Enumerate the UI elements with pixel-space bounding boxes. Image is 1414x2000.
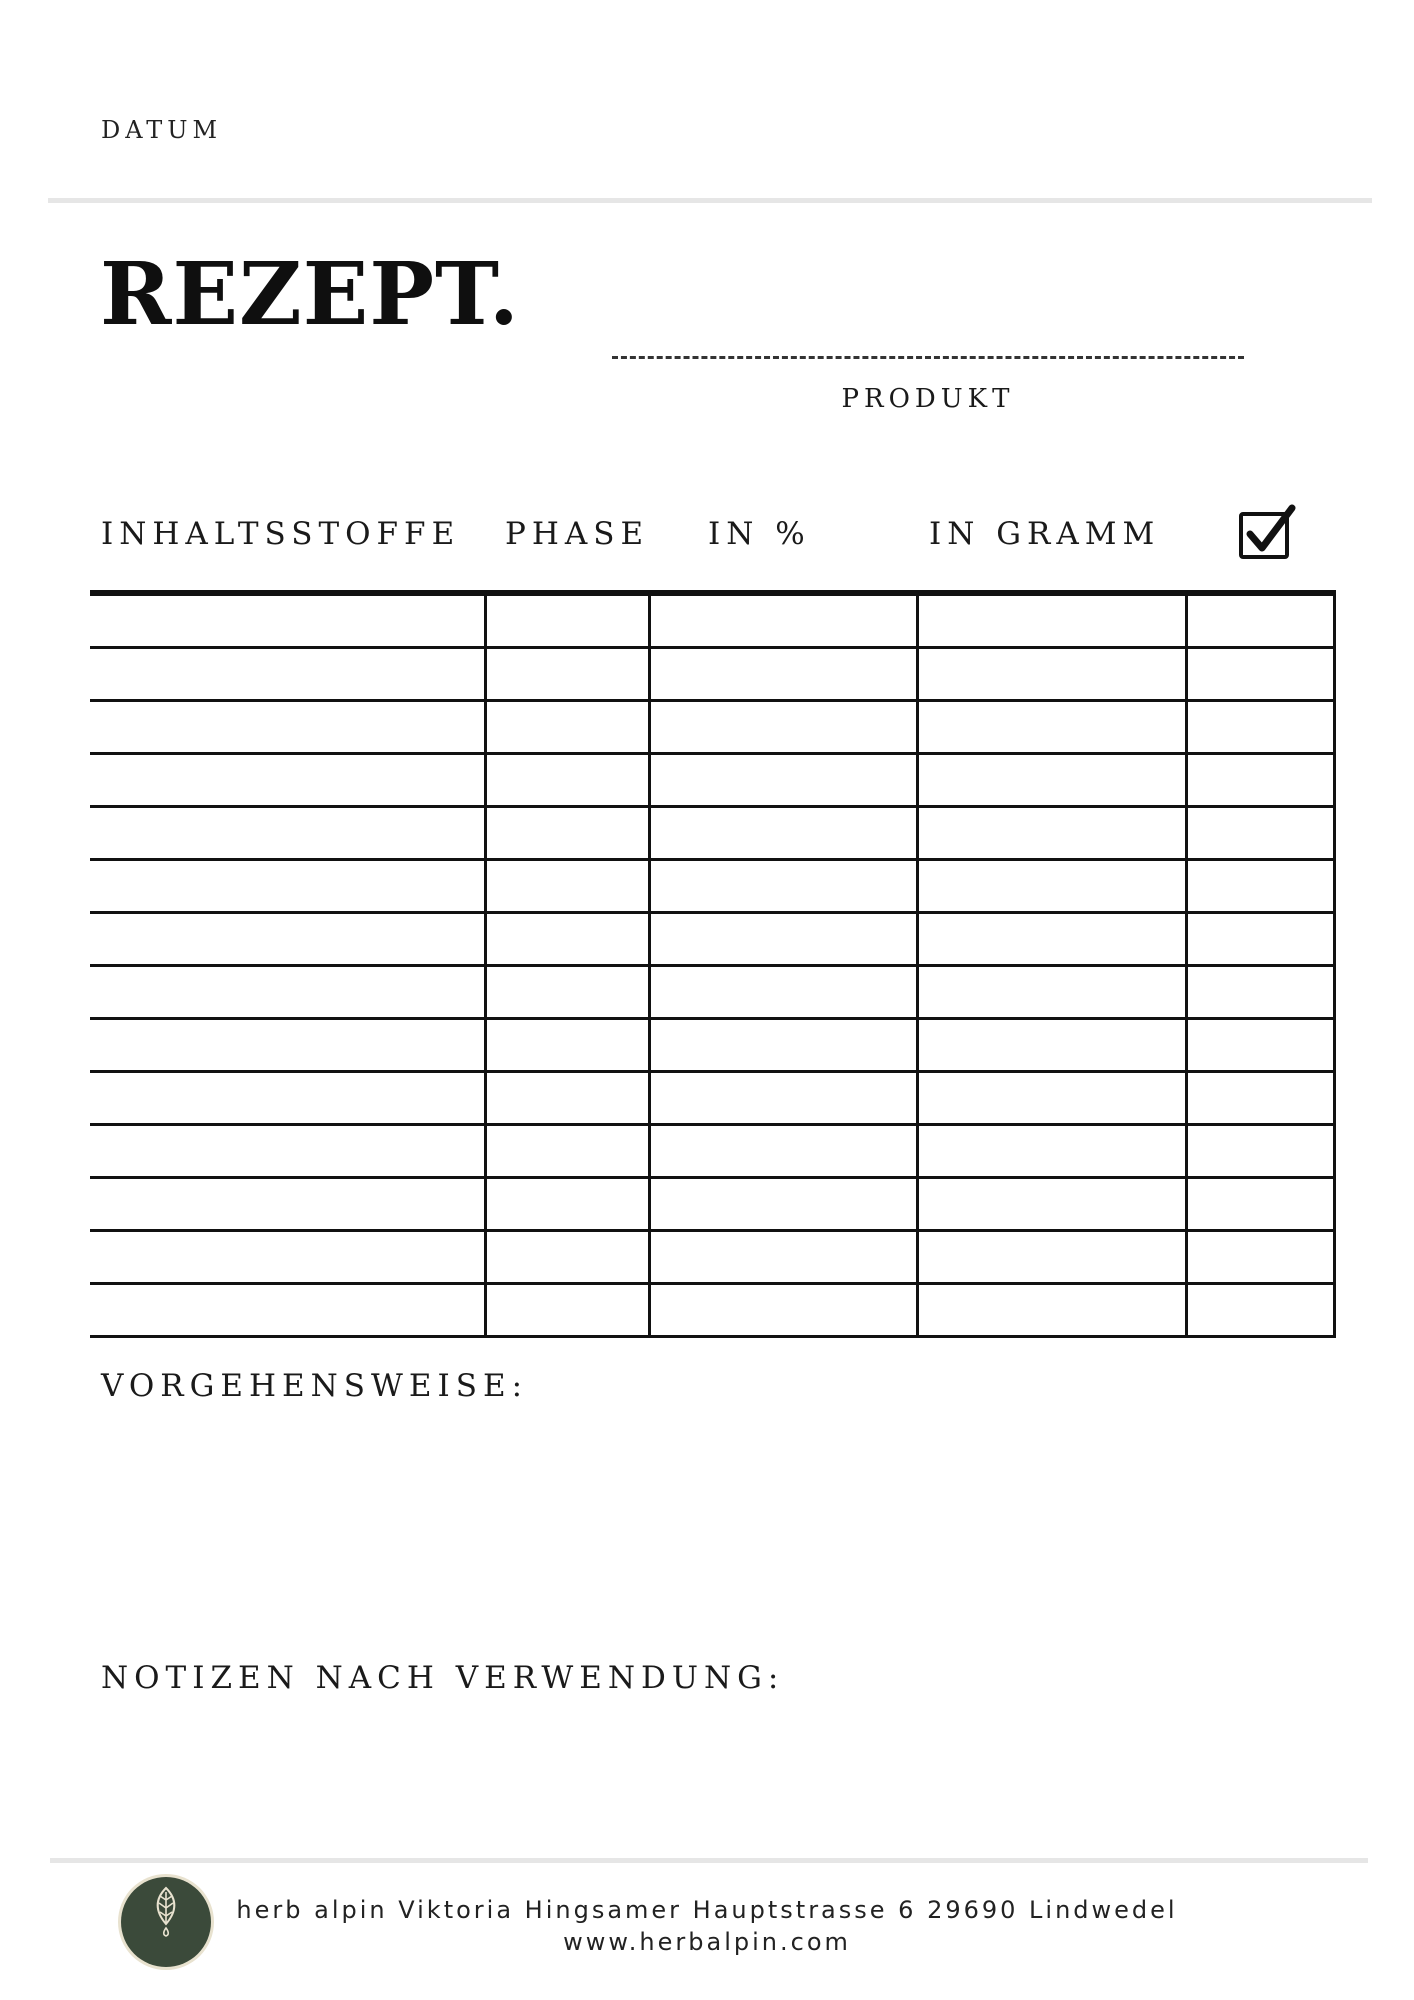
column-header-grams: IN GRAMM <box>929 516 1161 552</box>
table-row <box>90 1178 1335 1231</box>
table-cell[interactable] <box>918 1019 1187 1072</box>
product-input-line[interactable] <box>612 356 1244 359</box>
table-cell[interactable] <box>918 754 1187 807</box>
table-cell[interactable] <box>486 913 650 966</box>
date-label: DATUM <box>101 116 223 144</box>
bottom-divider <box>50 1858 1368 1863</box>
table-cell[interactable] <box>1187 913 1335 966</box>
table-cell[interactable] <box>486 966 650 1019</box>
table-cell[interactable] <box>90 593 486 648</box>
table-cell[interactable] <box>918 1125 1187 1178</box>
table-cell[interactable] <box>649 754 918 807</box>
column-header-phase: PHASE <box>505 516 650 552</box>
table-cell[interactable] <box>918 1284 1187 1337</box>
table-cell[interactable] <box>486 1019 650 1072</box>
table-cell[interactable] <box>918 1178 1187 1231</box>
table-cell[interactable] <box>649 860 918 913</box>
table-row <box>90 1231 1335 1284</box>
table-row <box>90 807 1335 860</box>
table-cell[interactable] <box>1187 593 1335 648</box>
table-row <box>90 913 1335 966</box>
table-cell[interactable] <box>486 754 650 807</box>
table-cell[interactable] <box>90 701 486 754</box>
table-cell[interactable] <box>1187 754 1335 807</box>
table-cell[interactable] <box>1187 860 1335 913</box>
table-cell[interactable] <box>90 913 486 966</box>
table-cell[interactable] <box>649 1178 918 1231</box>
footer-address: herb alpin Viktoria Hingsamer Hauptstrasse 6 29690 Lindwedel <box>236 1896 1178 1924</box>
table-cell[interactable] <box>649 913 918 966</box>
table-row <box>90 593 1335 648</box>
notes-label: NOTIZEN NACH VERWENDUNG: <box>101 1660 785 1696</box>
table-cell[interactable] <box>486 593 650 648</box>
table-cell[interactable] <box>1187 1178 1335 1231</box>
table-cell[interactable] <box>918 593 1187 648</box>
table-cell[interactable] <box>486 1178 650 1231</box>
table-cell[interactable] <box>1187 1072 1335 1125</box>
table-cell[interactable] <box>649 1072 918 1125</box>
checkbox-checked-icon <box>1238 504 1296 560</box>
table-cell[interactable] <box>1187 701 1335 754</box>
table-row <box>90 1072 1335 1125</box>
table-cell[interactable] <box>90 1072 486 1125</box>
table-row <box>90 1125 1335 1178</box>
table-cell[interactable] <box>486 1072 650 1125</box>
table-cell[interactable] <box>1187 807 1335 860</box>
table-cell[interactable] <box>918 701 1187 754</box>
table-cell[interactable] <box>486 1125 650 1178</box>
table-cell[interactable] <box>1187 648 1335 701</box>
table-row <box>90 860 1335 913</box>
table-cell[interactable] <box>90 1019 486 1072</box>
table-cell[interactable] <box>486 1284 650 1337</box>
table-row <box>90 648 1335 701</box>
table-row <box>90 1284 1335 1337</box>
table-cell[interactable] <box>1187 1231 1335 1284</box>
page-title: REZEPT. <box>100 244 520 345</box>
footer-website[interactable]: www.herbalpin.com <box>563 1928 851 1956</box>
table-cell[interactable] <box>90 648 486 701</box>
column-header-percent: IN % <box>708 516 811 552</box>
table-row <box>90 1019 1335 1072</box>
top-divider <box>48 198 1372 203</box>
column-header-ingredients: INHALTSSTOFFE <box>101 516 461 552</box>
table-cell[interactable] <box>486 701 650 754</box>
table-row <box>90 754 1335 807</box>
table-cell[interactable] <box>90 1231 486 1284</box>
table-cell[interactable] <box>649 701 918 754</box>
table-cell[interactable] <box>918 1231 1187 1284</box>
table-cell[interactable] <box>1187 966 1335 1019</box>
table-cell[interactable] <box>90 966 486 1019</box>
table-cell[interactable] <box>486 807 650 860</box>
table-row <box>90 966 1335 1019</box>
table-cell[interactable] <box>1187 1284 1335 1337</box>
table-cell[interactable] <box>486 860 650 913</box>
table-row <box>90 701 1335 754</box>
table-cell[interactable] <box>649 807 918 860</box>
table-cell[interactable] <box>90 807 486 860</box>
table-cell[interactable] <box>918 1072 1187 1125</box>
table-cell[interactable] <box>649 1125 918 1178</box>
table-cell[interactable] <box>649 648 918 701</box>
table-cell[interactable] <box>486 1231 650 1284</box>
table-cell[interactable] <box>918 966 1187 1019</box>
table-cell[interactable] <box>918 913 1187 966</box>
table-cell[interactable] <box>649 966 918 1019</box>
table-cell[interactable] <box>1187 1125 1335 1178</box>
table-cell[interactable] <box>90 1125 486 1178</box>
procedure-label: VORGEHENSWEISE: <box>101 1368 529 1404</box>
table-cell[interactable] <box>649 1284 918 1337</box>
table-cell[interactable] <box>90 1284 486 1337</box>
ingredients-table <box>90 590 1336 1338</box>
product-label: PRODUKT <box>841 384 1015 414</box>
table-cell[interactable] <box>90 754 486 807</box>
table-cell[interactable] <box>486 648 650 701</box>
table-cell[interactable] <box>918 860 1187 913</box>
table-cell[interactable] <box>90 860 486 913</box>
table-cell[interactable] <box>918 648 1187 701</box>
table-cell[interactable] <box>90 1178 486 1231</box>
table-cell[interactable] <box>649 593 918 648</box>
table-cell[interactable] <box>1187 1019 1335 1072</box>
table-cell[interactable] <box>918 807 1187 860</box>
table-cell[interactable] <box>649 1231 918 1284</box>
table-cell[interactable] <box>649 1019 918 1072</box>
